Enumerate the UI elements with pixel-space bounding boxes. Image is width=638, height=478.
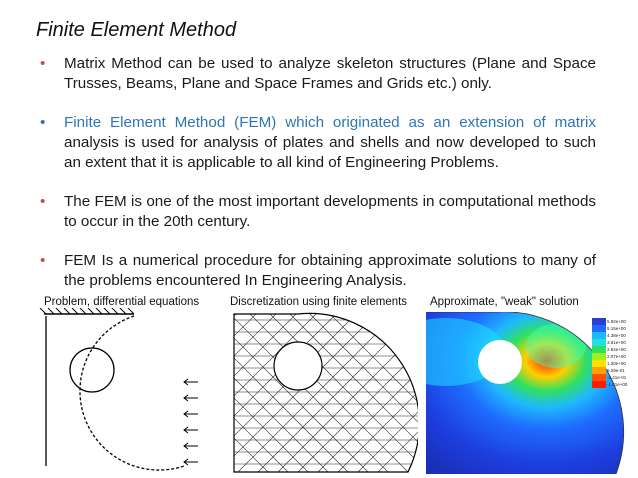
mesh-diagram xyxy=(228,310,418,475)
bullet-text-2-rest: analysis is used for analysis of plates and shells and now developed to such an extent that it is applicable to all kind of Engineering Problems. xyxy=(64,134,596,171)
legend-value: 2.84e+00 xyxy=(607,347,626,352)
discretization-caption: Discretization using finite elements xyxy=(230,296,408,308)
bullet-dot-icon: • xyxy=(40,252,46,269)
bullet-text-2-lead: Finite Element Method (FEM) which originated as an extension of matrix xyxy=(64,114,596,131)
bullet-dot-icon: • xyxy=(40,55,46,72)
legend-value: -1.01e+00 xyxy=(607,382,628,387)
solution-contour-plot xyxy=(426,312,634,474)
bullet-text-4: FEM Is a numerical procedure for obtaining approximate solutions to many of the problems encountered In Engineering Analysis. xyxy=(64,252,596,289)
legend-value: 4.38e+00 xyxy=(607,333,626,338)
legend-value: 5.29e-01 xyxy=(607,368,625,373)
legend-value: 3.61e+00 xyxy=(607,340,626,345)
legend-value: 5.15e+00 xyxy=(607,326,626,331)
bullet-item-4 xyxy=(40,251,596,291)
legend-value: 1.30e+00 xyxy=(607,361,626,366)
problem-caption: Problem, differential equations xyxy=(44,296,200,308)
bullet-item-3 xyxy=(40,192,596,232)
bullet-text-1: Matrix Method can be used to analyze skeleton structures (Plane and Space Trusses, Beams, Plane and Space Frames and Grids etc.) only. xyxy=(64,55,596,92)
bullet-item-2 xyxy=(40,113,596,173)
bullet-dot-icon: • xyxy=(40,114,46,131)
solution-caption: Approximate, "weak" solution xyxy=(430,296,579,308)
legend-value: 5.92e+00 xyxy=(607,319,626,324)
bullet-text-3: The FEM is one of the most important developments in computational methods to occur in the 20th century. xyxy=(64,193,596,230)
bullet-item-1 xyxy=(40,54,596,94)
slide-title: Finite Element Method xyxy=(36,19,237,41)
legend-value: -2.41e-01 xyxy=(607,375,627,380)
fixed-support-hatch xyxy=(40,308,134,314)
problem-diagram xyxy=(36,308,216,473)
load-arrows xyxy=(184,379,198,465)
bullet-dot-icon: • xyxy=(40,193,46,210)
bullet-list xyxy=(40,54,596,291)
legend-value: 2.07e+00 xyxy=(607,354,626,359)
